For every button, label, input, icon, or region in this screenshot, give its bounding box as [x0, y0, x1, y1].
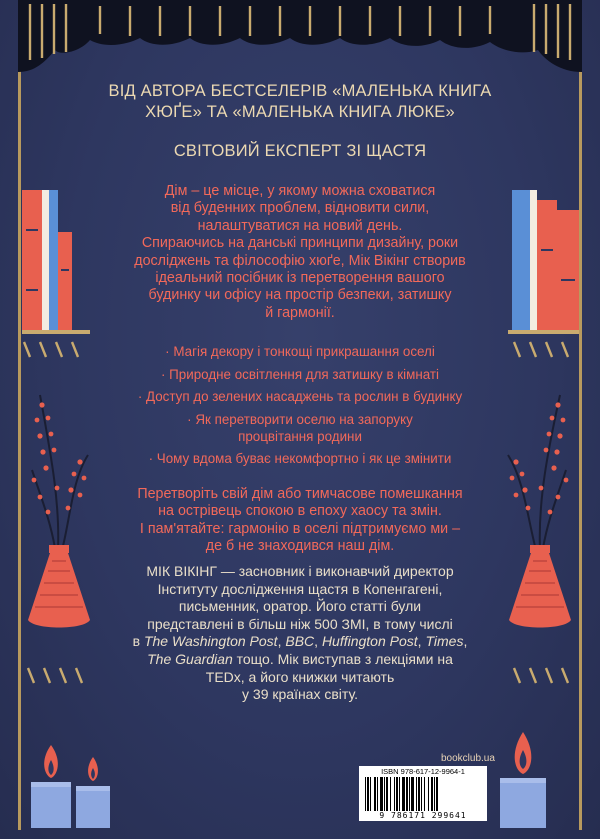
- barcode-bar: [370, 777, 371, 811]
- closing-line: І пам'ятайте: гармонію в оселі підтримуємо ми –: [139, 520, 461, 537]
- bio-line: представлені в більш ніж 500 ЗМІ, в тому числі: [147, 615, 453, 632]
- barcode-bars: [365, 777, 481, 811]
- headline-expert: СВІТОВИЙ ЕКСПЕРТ ЗІ ЩАСТЯ: [173, 142, 427, 160]
- bullet-dot-icon: ·: [148, 451, 157, 466]
- bio-line: у 39 країнах світу.: [242, 686, 358, 703]
- headline-line: ХЮҐЕ» ТА «МАЛЕНЬКА КНИГА ЛЮКЕ»: [145, 103, 455, 121]
- barcode-bar: [416, 777, 417, 811]
- description-line: ідеальний посібник із перетворення вашого: [155, 270, 445, 287]
- isbn-label: ISBN 978-617-12-9964-1: [381, 767, 465, 776]
- bio-line: МІК ВІКІНГ — засновник і виконавчий директор: [146, 563, 454, 579]
- barcode-bar: [377, 777, 378, 811]
- right-candle: [500, 732, 546, 828]
- barcode-bar: [394, 777, 395, 811]
- bullet-item: · Магія декору і тонкощі прикрашання оселі: [165, 344, 435, 359]
- barcode-digits: 9 786171 299641: [379, 811, 467, 820]
- headline-authorship: [0, 81, 600, 123]
- description-line: досліджень та філософію хюґе, Мік Вікінг створив: [134, 252, 466, 269]
- bio-line: Інституту дослідження щастя в Копенгагені,: [157, 580, 443, 597]
- bullet-dot-icon: ·: [187, 412, 196, 427]
- description-line: Спираючись на данські принципи дизайну, роки: [141, 235, 459, 252]
- closing-paragraph: [0, 486, 600, 556]
- bio-line: письменник, оратор. Його статті були: [178, 598, 422, 615]
- media-name: BBC: [285, 633, 315, 650]
- barcode-bar: [436, 777, 438, 811]
- barcode-bar: [399, 777, 400, 811]
- barcode-bar: [396, 777, 398, 811]
- bullet-item: · Природне освітлення для затишку в кімнаті: [160, 367, 439, 382]
- bullet-item: · Доступ до зелених насаджень та рослин в будинку: [137, 389, 463, 404]
- barcode-bar: [434, 777, 435, 811]
- closing-line: Перетворіть свій дім або тимчасове помешкання: [137, 486, 463, 502]
- publisher-site: bookclub.ua: [441, 753, 495, 764]
- author-bio: [0, 563, 600, 704]
- headline-line: ВІД АВТОРА БЕСТСЕЛЕРІВ «МАЛЕНЬКА КНИГА: [108, 82, 492, 100]
- barcode-bar: [418, 777, 420, 811]
- barcode-bar: [380, 777, 383, 811]
- barcode-bar: [406, 777, 408, 811]
- bio-line: в The Washington Post, BBC, Huffington Post, Times,: [132, 633, 468, 650]
- description-line: будинку чи офісу на простір безпеки, затишку: [148, 287, 452, 304]
- barcode-bar: [365, 777, 366, 811]
- barcode-bar: [386, 777, 388, 811]
- barcode-bar: [431, 777, 433, 811]
- bullet-dot-icon: ·: [165, 344, 174, 359]
- barcode-bar: [390, 777, 391, 811]
- description-line: й гармонії.: [265, 304, 335, 321]
- media-name: The Washington Post: [143, 633, 278, 650]
- bullet-item-continuation: процвітання родини: [238, 429, 362, 444]
- barcode-bar: [367, 777, 369, 811]
- bullet-dot-icon: ·: [137, 389, 147, 404]
- description-line: налаштуватися на новий день.: [197, 217, 403, 234]
- media-name: Huffington Post: [321, 633, 418, 650]
- media-name: Times: [425, 633, 464, 650]
- isbn-barcode: [359, 766, 487, 821]
- bullet-dot-icon: ·: [160, 367, 170, 382]
- barcode-bar: [384, 777, 385, 811]
- description-line: від буденних проблем, відновити сили,: [170, 200, 430, 217]
- bio-line: The Guardian тощо. Мік виступав з лекціями на: [147, 650, 453, 667]
- closing-line: на острівець спокою в епоху хаосу та змін.: [158, 503, 442, 520]
- barcode-bar: [374, 777, 376, 811]
- bullet-item: · Чому вдома буває некомфортно і як це змінити: [148, 451, 452, 466]
- closing-line: де б не знаходився наш дім.: [205, 538, 395, 555]
- barcode-bar: [411, 777, 414, 811]
- barcode-bar: [421, 777, 422, 811]
- curtain-valance: [18, 0, 582, 72]
- left-candles: [31, 745, 110, 828]
- bullet-item: · Як перетворити оселю на запоруку: [187, 412, 413, 427]
- barcode-bar: [428, 777, 429, 811]
- media-name: The Guardian: [147, 650, 233, 667]
- barcode-bar: [409, 777, 410, 811]
- barcode-bar: [402, 777, 405, 811]
- description-paragraph: [0, 183, 600, 322]
- description-line: Дім – це місце, у якому можна сховатися: [164, 183, 436, 199]
- barcode-bar: [424, 777, 425, 811]
- bio-line: TEDx, а його книжки читають: [205, 668, 395, 685]
